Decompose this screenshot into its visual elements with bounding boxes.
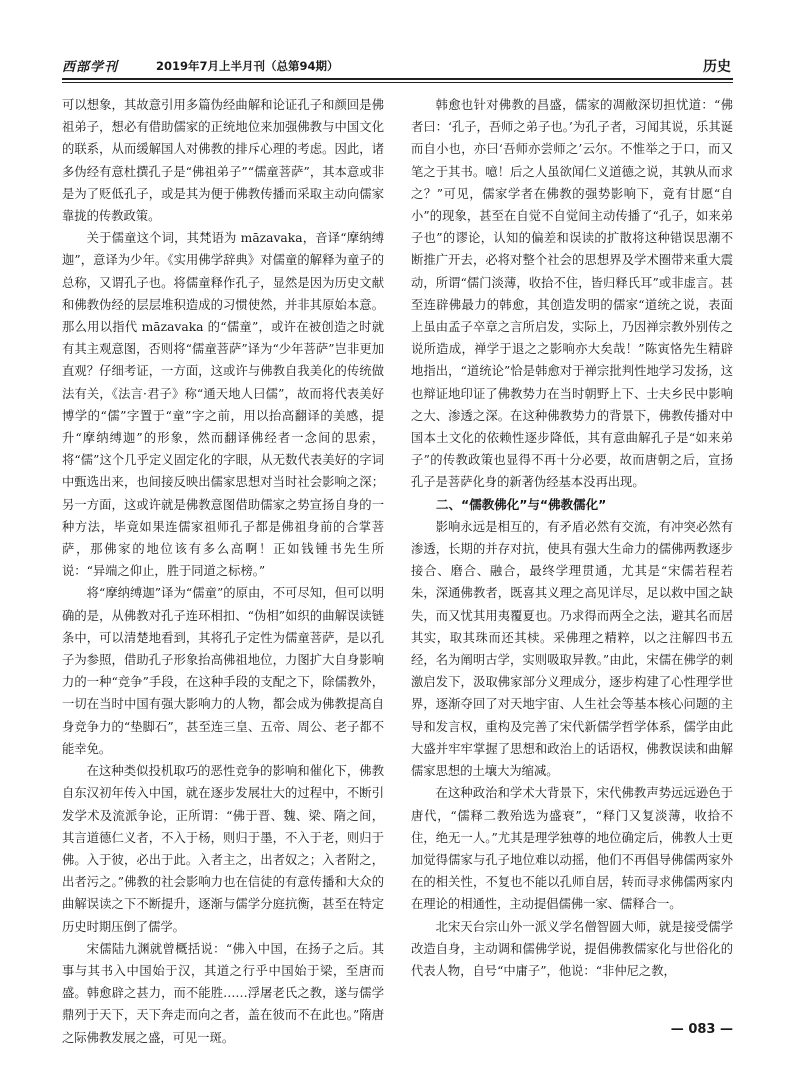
paragraph: 影响永远是相互的，有矛盾必然有交流，有冲突必然有渗透，长期的并存对抗，使具有强大生命力的儒佛两教逐步接合、磨合、融合，最终学理贯通，尤其是“宋儒若程若朱，深通佛教者，既喜其义理之高见详尽，足以救中国之缺失，而又忧其用夷覆夏也。乃求得而两全之法，避其名而居其实，取其珠而还其椟。采佛理之精粹，以之注解四书五经，名为阐明古学，实则吸取异教。”由此，宋儒在佛学的刺激启发下，汲取佛家部分义理成分，逐步构建了心性理学世界，逐渐夺回了对天地宇宙、人生社会等基本核心问题的主导和发言权，重构及完善了宋代新儒学哲学体系，儒学由此大盛并牢牢掌握了思想和政治上的话语权，佛教误读和曲解儒家思想的土壤大为缩减。 xyxy=(411,519,733,779)
paragraph: 关于儒童这个词，其梵语为 māzavaka，音译“摩纳缚迦”，意译为少年。《实用佛学辞典》对儒童的解释为童子的总称，又谓孔子也。将儒童释作孔子，显然是因为历史文献和佛教伪经的层层堆积造成的习惯使然，并非其原始本意。那么用以指代 māzavaka 的“儒童”，或许在被创造之时就有其主观意图，否则将“儒童菩萨”译为“少年菩萨”岂非更加直观？仔细考证，一方面，这或许与佛教自我美化的传统做法有关，《法言·君子》称“通天地人曰儒”，故而将代表美好博学的“儒”字置于“童”字之前，用以抬高翻译的美感，提升“摩纳缚迦”的形象，然而翻译佛经者一念间的思索，将“儒”这个几乎定义固定化的字眼，从无数代表美好的字词中甄选出来，也间接反映出儒家思想对当时社会影响之深；另一方面，这或许就是佛教意图借助儒家之势宣扬自身的一种方法，毕竟如果连儒家祖师孔子都是佛祖身前的合掌菩萨，那佛家的地位该有多么高啊！正如钱锺书先生所说：“异端之仰止，胜于同道之标榜。” xyxy=(62,231,384,579)
section-title: 历史 xyxy=(703,59,731,75)
section-heading: 二、“儒教佛化”与“佛教儒化” xyxy=(436,496,607,512)
paragraph: 宋儒陆九渊就曾概括说：“佛入中国，在扬子之后。其事与其书入中国始于汉，其道之行乎中国始于梁，至唐而盛。韩愈辟之甚力，而不能胜……浮屠老氏之教，遂与儒学鼎列于天下，天下奔走而向之者，盖在彼而不在此也。”隋唐之际佛教发展之盛，可见一斑。 xyxy=(62,941,384,1045)
right-column xyxy=(411,94,733,1034)
left-column xyxy=(62,94,384,1045)
paragraph: 在这种类似投机取巧的恶性竞争的影响和催化下，佛教自东汉初年传入中国，就在逐步发展壮大的过程中，不断引发学术及流派争论，正所谓：“佛于晋、魏、梁、隋之间，其言道德仁义者，不入于杨，则归于墨，不入于老，则归于佛。入于彼，必出于此。入者主之，出者奴之；入者附之，出者污之。”佛教的社会影响力也在信徒的有意传播和大众的曲解误读之下不断提升，逐渐与儒学分庭抗衡，甚至在特定历史时期压倒了儒学。 xyxy=(62,764,384,934)
paragraph: 北宋天台宗山外一派义学名僧智圆大师，就是接受儒学改造自身，主动调和儒佛学说，提倡佛教儒家化与世俗化的代表人物，自号“中庸子”，他说：“非仲尼之教， xyxy=(411,919,733,978)
header-rule-thick xyxy=(62,78,733,80)
page-header xyxy=(62,54,733,76)
page-number: — 083 — xyxy=(670,1022,733,1037)
header-rule-thin xyxy=(62,82,733,83)
paragraph: 韩愈也针对佛教的昌盛，儒家的凋敝深切担忧道：“佛者曰：‘孔子，吾师之弟子也。’为孔子者，习闻其说，乐其诞而自小也，亦曰‘吾师亦尝师之’云尔。不惟举之于口，而又笔之于其书。噫！后之人虽欲闻仁义道德之说，其孰从而求之？”可见，儒家学者在佛教的强势影响下，竟有甘愿“自小”的现象，甚至在自觉不自觉间主动传播了“孔子，如来弟子也”的谬论，认知的偏差和误读的扩散将这种错误思潮不断推广开去，必将对整个社会的思想界及学术圈带来重大震动，所谓“儒门淡薄，收拾不住，皆归释氏耳”或非虚言。甚至连辟佛最力的韩愈，其创造发明的儒家“道统之说，表面上虽由孟子卒章之言所启发，实际上，乃因禅宗教外别传之说所造成，禅学于退之之影响亦大矣哉！”陈寅恪先生精辟地指出，“道统论”恰是韩愈对于禅宗批判性地学习发扬，这也辩证地印证了佛教势力在当时朝野上下、士夫乡民中影响之大、渗透之深。在这种佛教势力的背景下，佛教传播对中国本土文化的依赖性逐步降低，其有意曲解孔子是“如来弟子”的传教政策也显得不再十分必要，故而唐朝之后，宣扬孔子是菩萨化身的新著伪经基本没再出现。 xyxy=(411,98,733,490)
issue-info: 2019年7月上半月刊（总第94期） xyxy=(156,59,339,73)
journal-name: 西部学刊 xyxy=(62,60,119,75)
paragraph: 将“摩纳缚迦”译为“儒童”的原由，不可尽知，但可以明确的是，从佛教对孔子连环相扣、“伪相”如织的曲解误读链条中，可以清楚地看到，其将孔子定性为儒童菩萨，是以孔子为参照，借助孔子形象抬高佛祖地位，力图扩大自身影响力的一种“竞争”手段，在这种手段的支配之下，除儒教外，一切在当时中国有强大影响力的人物，都会成为佛教提高自身竞争力的“垫脚石”，甚至连三皇、五帝、周公、老子都不能幸免。 xyxy=(62,586,384,756)
paragraph: 在这种政治和学术大背景下，宋代佛教声势远远逊色于唐代，“儒释二教殆选为盛衰”，“释门又复淡薄，收拾不住，绝无一人。”尤其是理学独尊的地位确定后，佛教人士更加觉得儒家与孔子地位难以动摇，他们不再倡导佛儒两家外在的相关性，不复也不能以孔师自居，转而寻求佛儒两家内在理论的相通性，主动提倡儒佛一家、儒释合一。 xyxy=(411,786,733,912)
paragraph: 可以想象，其故意引用多篇伪经曲解和论证孔子和颜回是佛祖弟子，想必有借助儒家的正统地位来加强佛教与中国文化的联系，从而缓解国人对佛教的排斥心理的考虑。因此，诸多伪经有意杜撰孔子是“佛祖弟子”“儒童菩萨”，其本意或非是为了贬低孔子，或是其为便于佛教传播而采取主动向儒家靠拢的传教政策。 xyxy=(62,98,384,224)
